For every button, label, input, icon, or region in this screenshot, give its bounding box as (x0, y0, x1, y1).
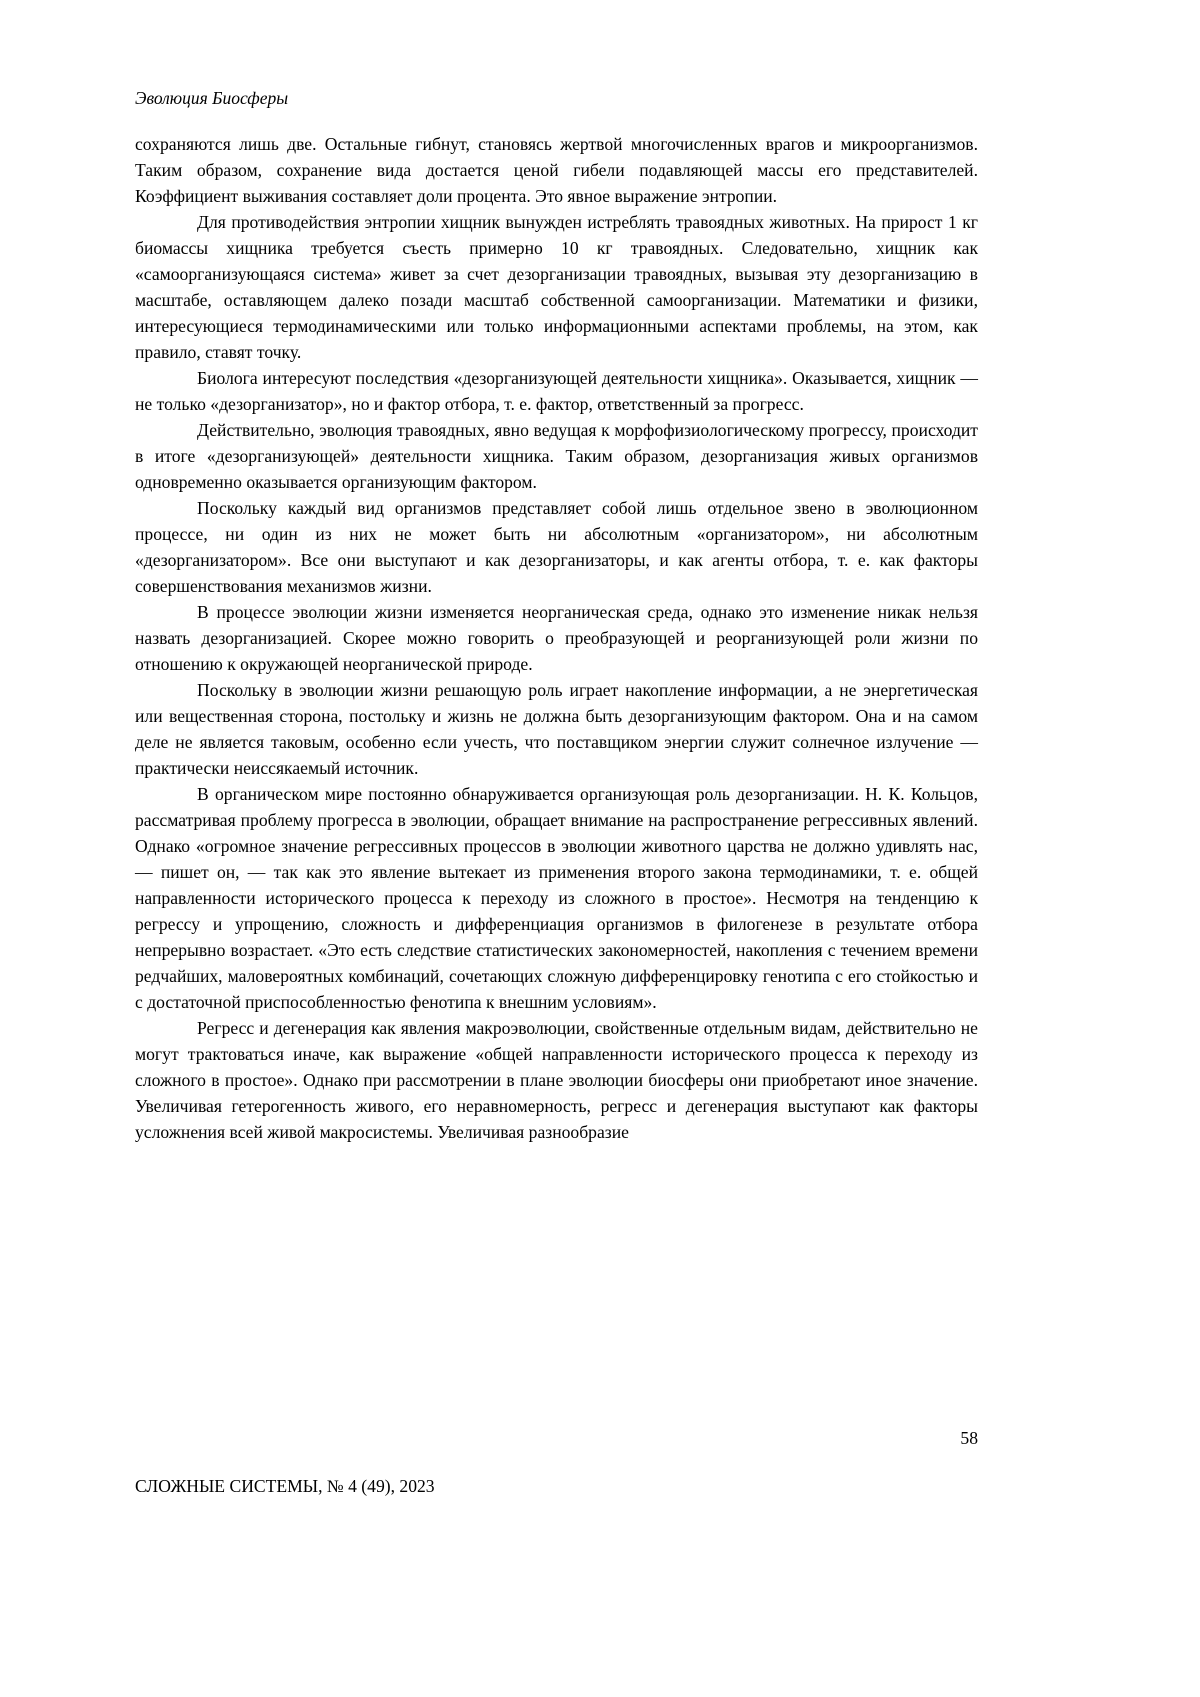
running-header: Эволюция Биосферы (135, 88, 289, 108)
article-text (135, 131, 978, 1145)
page-body (135, 0, 978, 1697)
paragraph: Поскольку в эволюции жизни решающую роль играет накопление информации, а не энергетическая или вещественная сторона, постольку и жизнь не должна быть дезорганизующим фактором. Она и на самом деле не является таковым, особенно если учесть, что поставщиком энергии служит солнечное излучение —практически неиссякаемый источник. (135, 680, 978, 778)
paragraph: сохраняются лишь две. Остальные гибнут, становясь жертвой многочисленных врагов и микроорганизмов. Таким образом, сохранение вида достается ценой гибели подавляющей массы его представителей. Коэффициент выживания составляет доли процента. Это явное выражение энтропии. (135, 134, 978, 206)
paragraph: Действительно, эволюция травоядных, явно ведущая к морфофизиологическому прогрессу, происходит в итоге «дезорганизующей» деятельности хищника. Таким образом, дезорганизация живых организмов одновременно оказывается организующим фактором. (135, 420, 978, 492)
journal-footer: СЛОЖНЫЕ СИСТЕМЫ, № 4 (49), 2023 (135, 1476, 435, 1496)
paragraph: В процессе эволюции жизни изменяется неорганическая среда, однако это изменение никак нельзя назвать дезорганизацией. Скорее можно говорить о преобразующей и реорганизующей роли жизни по отношению к окружающей неорганической природе. (135, 602, 978, 674)
paragraph: Поскольку каждый вид организмов представляет собой лишь отдельное звено в эволюционном процессе, ни один из них не может быть ни абсолютным «организатором», ни абсолютным «дезорганизатором». Все они выступают и как дезорганизаторы, и как агенты отбора, т. е. как факторы совершенствования механизмов жизни. (135, 498, 978, 596)
paragraph: Регресс и дегенерация как явления макроэволюции, свойственные отдельным видам, действительно не могут трактоваться иначе, как выражение «общей направленности исторического процесса к переходу из сложного в простое». Однако при рассмотрении в плане эволюции биосферы они приобретают иное значение. Увеличивая гетерогенность живого, его неравномерность, регресс и дегенерация выступают как факторы усложнения всей живой макросистемы. Увеличивая разнообразие (135, 1018, 978, 1142)
paragraph: Для противодействия энтропии хищник вынужден истреблять травоядных животных. На прирост 1 кг биомассы хищника требуется съесть примерно 10 кг травоядных. Следовательно, хищник как «самоорганизующаяся система» живет за счет дезорганизации травоядных, вызывая эту дезорганизацию в масштабе, оставляющем далеко позади масштаб собственной самоорганизации. Математики и физики, интересующиеся термодинамическими или только информационными аспектами проблемы, на этом, как правило, ставят точку. (135, 212, 978, 362)
page-number: 58 (960, 1428, 978, 1448)
paragraph: В органическом мире постоянно обнаруживается организующая роль дезорганизации. Н. К. Кольцов, рассматривая проблему прогресса в эволюции, обращает внимание на распространение регрессивных явлений. Однако «огромное значение регрессивных процессов в эволюции животного царства не должно удивлять нас, — пишет он, — так как это явление вытекает из применения второго закона термодинамики, т. е. общей направленности исторического процесса к переходу из сложного в простое». Несмотря на тенденцию к регрессу и упрощению, сложность и дифференциация организмов в филогенезе в результате отбора непрерывно возрастает. «Это есть следствие статистических закономерностей, накопления с течением времени редчайших, маловероятных комбинаций, сочетающих сложную дифференцировку генотипа с его стойкостью и с достаточной приспособленностью фенотипа к внешним условиям». (135, 784, 978, 1012)
paragraph: Биолога интересуют последствия «дезорганизующей деятельности хищника». Оказывается, хищник — не только «дезорганизатор», но и фактор отбора, т. е. фактор, ответственный за прогресс. (135, 368, 978, 414)
